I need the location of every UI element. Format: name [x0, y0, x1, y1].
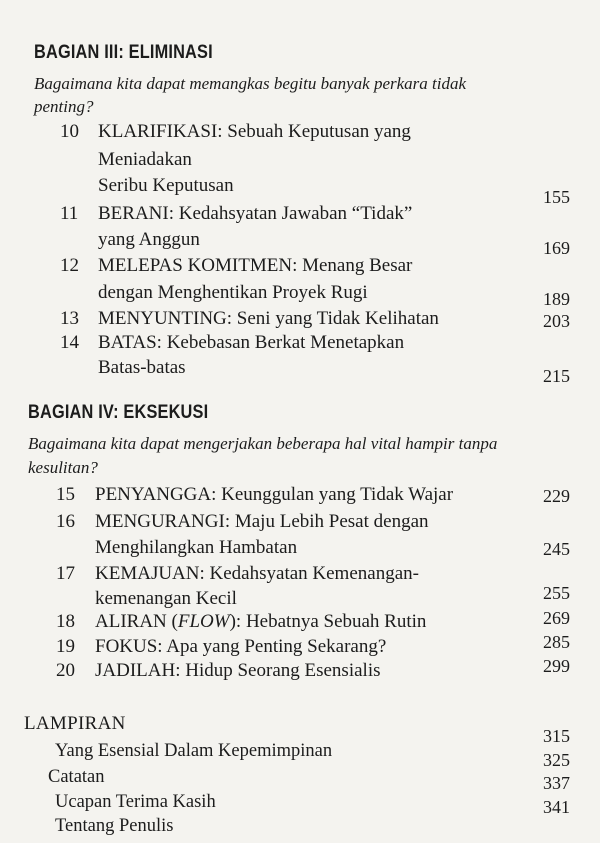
chapter-page-number: 299 [543, 656, 570, 676]
chapter-number: 20 [56, 660, 75, 681]
part-3-subtitle-line-1: Bagaimana kita dapat memangkas begitu banyak perkara tidak [34, 74, 467, 93]
chapter-number: 14 [60, 332, 79, 353]
chapter-title-line: dengan Menghentikan Proyek Rugi [98, 282, 368, 303]
appendix-page-number: 325 [543, 750, 570, 770]
chapter-page-number: 215 [543, 366, 570, 386]
chapter-number: 13 [60, 308, 79, 329]
chapter-title-line: Batas-batas [98, 357, 186, 378]
part-3-title: BAGIAN III: ELIMINASI [34, 42, 213, 63]
chapter-title-line: JADILAH: Hidup Seorang Esensialis [95, 660, 381, 681]
chapter-page-number: 189 [543, 289, 570, 309]
chapter-number: 10 [60, 121, 79, 142]
chapter-page-number: 245 [543, 539, 570, 559]
chapter-title-line: BERANI: Kedahsyatan Jawaban “Tidak” [98, 203, 413, 224]
chapter-page-number: 229 [543, 486, 570, 506]
appendix-page-number: 341 [543, 797, 570, 817]
chapter-number: 18 [56, 611, 75, 632]
appendix-page-number: 315 [543, 726, 570, 746]
appendix-title: LAMPIRAN [24, 713, 126, 734]
chapter-title-line: MENYUNTING: Seni yang Tidak Kelihatan [98, 308, 439, 329]
chapter-number: 17 [56, 563, 75, 584]
part-3-subtitle-line-2: penting? [34, 97, 94, 116]
chapter-number: 11 [60, 203, 79, 224]
part-4-subtitle-line-1: Bagaimana kita dapat mengerjakan beberapa hal vital hampir tanpa [28, 434, 498, 453]
chapter-title-line: Meniadakan [98, 149, 192, 170]
appendix-item: Catatan [48, 767, 105, 787]
chapter-number: 19 [56, 636, 75, 657]
appendix-item: Tentang Penulis [55, 816, 174, 836]
chapter-page-number: 169 [543, 238, 570, 258]
part-4-title: BAGIAN IV: EKSEKUSI [28, 402, 209, 423]
chapter-page-number: 155 [543, 187, 570, 207]
chapter-title-line: MELEPAS KOMITMEN: Menang Besar [98, 255, 413, 276]
chapter-title-line: PENYANGGA: Keunggulan yang Tidak Wajar [95, 484, 454, 505]
aliran-label: ALIRAN ( [95, 611, 178, 632]
chapter-title-rest: ): Hebatnya Sebuah Rutin [229, 611, 427, 632]
chapter-title-line: Menghilangkan Hambatan [95, 537, 298, 558]
chapter-page-number: 285 [543, 632, 570, 652]
chapter-title-line: kemenangan Kecil [95, 588, 237, 609]
appendix-item: Ucapan Terima Kasih [55, 792, 216, 812]
chapter-number: 12 [60, 255, 79, 276]
appendix-item: Yang Esensial Dalam Kepemimpinan [55, 741, 333, 761]
flow-italic-term: FLOW [177, 611, 230, 632]
chapter-page-number: 269 [543, 608, 570, 628]
appendix-page-number: 337 [543, 773, 570, 793]
chapter-title-line: Seribu Keputusan [98, 175, 234, 196]
chapter-title-line: KEMAJUAN: Kedahsyatan Kemenangan- [95, 563, 419, 584]
chapter-number: 15 [56, 484, 75, 505]
part-4-subtitle-line-2: kesulitan? [28, 458, 98, 477]
chapter-title-line: BATAS: Kebebasan Berkat Menetapkan [98, 332, 405, 353]
chapter-title-line [95, 611, 426, 633]
chapter-title-line: FOKUS: Apa yang Penting Sekarang? [95, 636, 387, 657]
chapter-title-line: KLARIFIKASI: Sebuah Keputusan yang [98, 121, 411, 142]
chapter-page-number: 255 [543, 583, 570, 603]
chapter-page-number: 203 [543, 311, 570, 331]
chapter-title-line: yang Anggun [98, 229, 200, 250]
chapter-title-line: MENGURANGI: Maju Lebih Pesat dengan [95, 511, 429, 532]
chapter-number: 16 [56, 511, 75, 532]
